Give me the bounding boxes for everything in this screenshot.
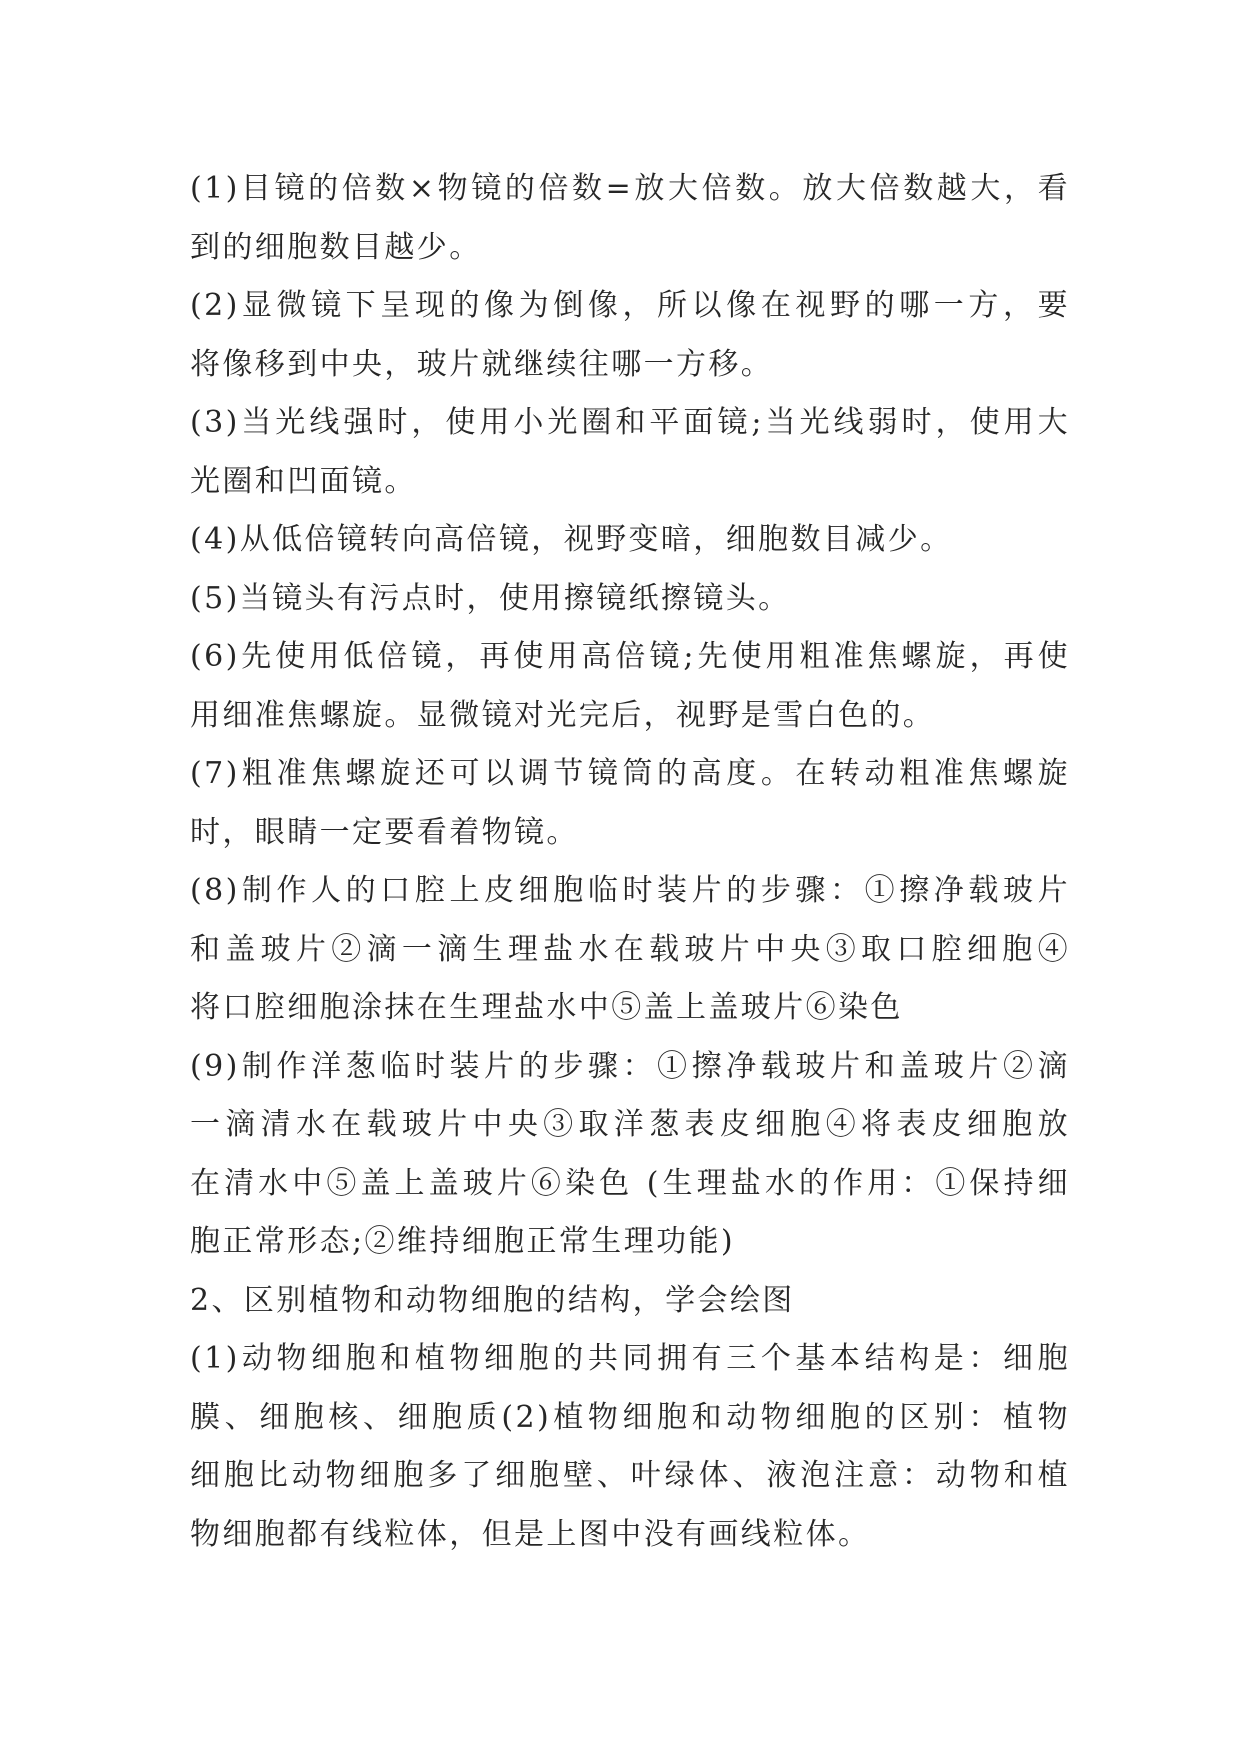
text-line: 将口腔细胞涂抹在生理盐水中⑤盖上盖玻片⑥染色 — [190, 990, 903, 1025]
section-heading: 2、区别植物和动物细胞的结构，学会绘图 — [190, 1282, 795, 1318]
text-line: (7)粗准焦螺旋还可以调节镜筒的高度。在转动粗准焦螺旋 — [190, 756, 1070, 791]
text-line: 到的细胞数目越少。 — [190, 229, 482, 265]
text-line: 一滴清水在载玻片中央③取洋葱表皮细胞④将表皮细胞放 — [190, 1107, 1070, 1142]
text-line: (5)当镜头有污点时，使用擦镜纸擦镜头。 — [190, 580, 791, 616]
text-line: (4)从低倍镜转向高倍镜，视野变暗，细胞数目减少。 — [190, 522, 953, 557]
text-line: 将像移到中央，玻片就继续往哪一方移。 — [190, 346, 774, 382]
text-line: 细胞比动物细胞多了细胞壁、叶绿体、液泡注意：动物和植 — [190, 1458, 1070, 1493]
text-line: (1)目镜的倍数×物镜的倍数=放大倍数。放大倍数越大，看 — [190, 171, 1070, 206]
text-line: 胞正常形态;②维持细胞正常生理功能) — [190, 1224, 736, 1259]
text-line: 时，眼睛一定要看着物镜。 — [190, 814, 579, 850]
text-line: 和盖玻片②滴一滴生理盐水在载玻片中央③取口腔细胞④ — [190, 931, 1070, 967]
text-line: 膜、细胞核、细胞质(2)植物细胞和动物细胞的区别：植物 — [190, 1399, 1070, 1435]
text-line: 光圈和凹面镜。 — [190, 463, 417, 499]
text-line: 用细准焦螺旋。显微镜对光完后，视野是雪白色的。 — [190, 697, 936, 733]
text-line: (6)先使用低倍镜，再使用高倍镜;先使用粗准焦螺旋，再使 — [190, 639, 1070, 674]
text-line: 物细胞都有线粒体，但是上图中没有画线粒体。 — [190, 1516, 871, 1552]
text-line: 在清水中⑤盖上盖玻片⑥染色 (生理盐水的作用：①保持细 — [190, 1165, 1070, 1201]
text-line: (1)动物细胞和植物细胞的共同拥有三个基本结构是：细胞 — [190, 1341, 1070, 1376]
text-line: (9)制作洋葱临时装片的步骤：①擦净载玻片和盖玻片②滴 — [190, 1048, 1070, 1084]
document-body — [190, 160, 1070, 1564]
text-line: (2)显微镜下呈现的像为倒像，所以像在视野的哪一方，要 — [190, 288, 1070, 323]
text-line: (3)当光线强时，使用小光圈和平面镜;当光线弱时，使用大 — [190, 405, 1070, 440]
text-line: (8)制作人的口腔上皮细胞临时装片的步骤：①擦净载玻片 — [190, 873, 1070, 908]
